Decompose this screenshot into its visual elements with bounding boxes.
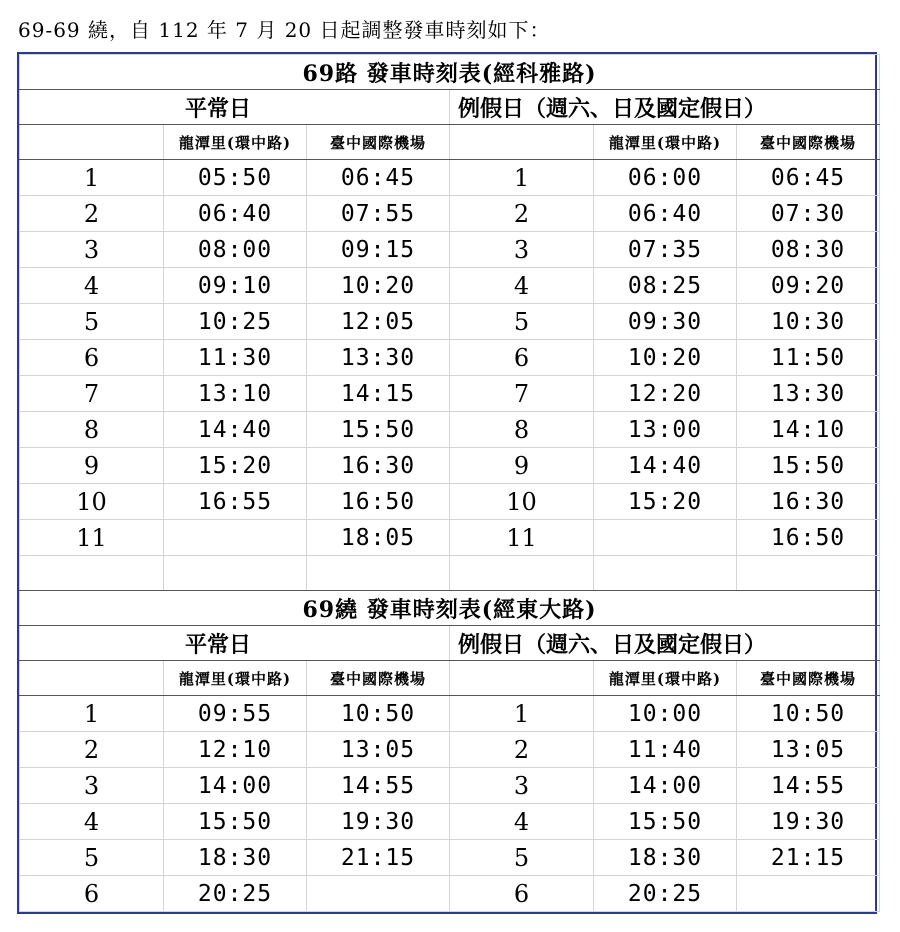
holiday-depart-airport: 14:10 [737,412,880,448]
holiday-depart-longtan: 06:00 [594,160,737,196]
holiday-depart-longtan: 08:25 [594,268,737,304]
holiday-trip-number: 7 [450,376,594,412]
weekday-depart-longtan: 18:30 [164,840,307,876]
weekday-from-header: 龍潭里(環中路) [164,125,307,160]
holiday-number-header [450,125,594,160]
table-title-row [20,591,880,626]
holiday-depart-airport: 08:30 [737,232,880,268]
table-row [20,160,880,196]
weekday-trip-number: 1 [20,160,164,196]
weekday-trip-number: 4 [20,268,164,304]
table-row [20,268,880,304]
holiday-depart-airport: 19:30 [737,804,880,840]
holiday-depart-airport: 10:30 [737,304,880,340]
table-row [20,840,880,876]
holiday-from-header: 龍潭里(環中路) [594,125,737,160]
day-type-row [20,90,880,125]
holiday-depart-airport: 11:50 [737,340,880,376]
weekday-depart-airport: 06:45 [307,160,450,196]
weekday-depart-airport: 21:15 [307,840,450,876]
weekday-depart-longtan: 15:50 [164,804,307,840]
weekday-to-header: 臺中國際機場 [307,661,450,696]
holiday-to-header: 臺中國際機場 [737,661,880,696]
holiday-depart-longtan: 13:00 [594,412,737,448]
weekday-depart-airport: 16:50 [307,484,450,520]
weekday-depart-longtan: 11:30 [164,340,307,376]
weekday-trip-number: 6 [20,340,164,376]
holiday-depart-airport: 10:50 [737,696,880,732]
weekday-depart-longtan: 05:50 [164,160,307,196]
weekday-to-header: 臺中國際機場 [307,125,450,160]
holiday-depart-longtan: 09:30 [594,304,737,340]
weekday-depart-airport: 10:20 [307,268,450,304]
holiday-number-header [450,661,594,696]
table-row [20,484,880,520]
notice-text: 69-69 繞，自 112 年 7 月 20 日起調整發車時刻如下： [18,18,551,42]
holiday-depart-longtan: 10:00 [594,696,737,732]
weekday-depart-longtan: 13:10 [164,376,307,412]
holiday-to-header: 臺中國際機場 [737,125,880,160]
spacer-cell [450,556,594,591]
holiday-trip-number: 4 [450,268,594,304]
weekday-depart-airport: 13:05 [307,732,450,768]
timetable-title: 69路 發車時刻表(經科雅路) [20,55,880,90]
table-row [20,732,880,768]
holiday-trip-number: 2 [450,732,594,768]
holiday-trip-number: 9 [450,448,594,484]
holiday-depart-airport: 14:55 [737,768,880,804]
holiday-depart-airport: 15:50 [737,448,880,484]
weekday-depart-airport: 19:30 [307,804,450,840]
holiday-depart-airport: 16:50 [737,520,880,556]
holiday-trip-number: 6 [450,340,594,376]
spacer-row [20,556,880,591]
holiday-depart-longtan: 18:30 [594,840,737,876]
timetable-sheet [17,52,877,914]
weekday-depart-airport: 14:55 [307,768,450,804]
weekday-trip-number: 3 [20,232,164,268]
table-row [20,768,880,804]
column-header-row [20,661,880,696]
table-row [20,376,880,412]
table-row [20,520,880,556]
weekday-number-header [20,661,164,696]
holiday-trip-number: 3 [450,232,594,268]
holiday-depart-longtan: 10:20 [594,340,737,376]
weekday-depart-longtan: 10:25 [164,304,307,340]
holiday-from-header: 龍潭里(環中路) [594,661,737,696]
weekday-depart-longtan: 09:10 [164,268,307,304]
weekday-depart-airport: 15:50 [307,412,450,448]
holiday-depart-longtan: 07:35 [594,232,737,268]
weekday-depart-airport: 13:30 [307,340,450,376]
holiday-depart-longtan: 14:40 [594,448,737,484]
weekday-depart-longtan: 06:40 [164,196,307,232]
weekday-depart-airport [307,876,450,912]
holiday-depart-airport: 06:45 [737,160,880,196]
holiday-trip-number: 8 [450,412,594,448]
table-title-row [20,55,880,90]
holiday-depart-longtan: 14:00 [594,768,737,804]
weekday-depart-longtan: 14:40 [164,412,307,448]
holiday-trip-number: 6 [450,876,594,912]
weekday-trip-number: 6 [20,876,164,912]
table-row [20,304,880,340]
table-row [20,196,880,232]
weekday-trip-number: 5 [20,304,164,340]
weekday-depart-airport: 09:15 [307,232,450,268]
spacer-cell [594,556,737,591]
holiday-trip-number: 11 [450,520,594,556]
holiday-trip-number: 1 [450,696,594,732]
weekday-trip-number: 1 [20,696,164,732]
holiday-trip-number: 3 [450,768,594,804]
weekday-depart-longtan: 16:55 [164,484,307,520]
table-row [20,876,880,912]
weekday-number-header [20,125,164,160]
weekday-depart-airport: 12:05 [307,304,450,340]
weekday-trip-number: 8 [20,412,164,448]
spacer-cell [164,556,307,591]
weekday-trip-number: 9 [20,448,164,484]
table-row [20,412,880,448]
table-row [20,804,880,840]
weekday-depart-longtan: 12:10 [164,732,307,768]
spacer-cell [20,556,164,591]
table-row [20,232,880,268]
weekday-trip-number: 4 [20,804,164,840]
holiday-depart-airport: 21:15 [737,840,880,876]
holiday-depart-longtan: 15:20 [594,484,737,520]
weekday-depart-longtan [164,520,307,556]
weekday-trip-number: 11 [20,520,164,556]
holiday-depart-longtan: 11:40 [594,732,737,768]
weekday-from-header: 龍潭里(環中路) [164,661,307,696]
weekday-trip-number: 10 [20,484,164,520]
holiday-depart-airport [737,876,880,912]
holiday-depart-airport: 13:30 [737,376,880,412]
weekday-trip-number: 2 [20,732,164,768]
holiday-depart-longtan [594,520,737,556]
holiday-depart-longtan: 20:25 [594,876,737,912]
table-row [20,448,880,484]
holiday-trip-number: 2 [450,196,594,232]
holiday-trip-number: 10 [450,484,594,520]
weekday-depart-longtan: 09:55 [164,696,307,732]
holiday-depart-airport: 07:30 [737,196,880,232]
holiday-heading: 例假日（週六、日及國定假日） [450,90,880,125]
weekday-depart-airport: 18:05 [307,520,450,556]
weekday-depart-airport: 10:50 [307,696,450,732]
table-row [20,696,880,732]
weekday-depart-airport: 14:15 [307,376,450,412]
weekday-depart-longtan: 15:20 [164,448,307,484]
holiday-trip-number: 5 [450,840,594,876]
spacer-cell [307,556,450,591]
holiday-depart-longtan: 15:50 [594,804,737,840]
weekday-trip-number: 2 [20,196,164,232]
spacer-cell [737,556,880,591]
holiday-depart-longtan: 12:20 [594,376,737,412]
holiday-heading: 例假日（週六、日及國定假日） [450,626,880,661]
weekday-depart-longtan: 14:00 [164,768,307,804]
holiday-trip-number: 1 [450,160,594,196]
holiday-trip-number: 5 [450,304,594,340]
weekday-trip-number: 5 [20,840,164,876]
day-type-row [20,626,880,661]
holiday-depart-longtan: 06:40 [594,196,737,232]
weekday-trip-number: 7 [20,376,164,412]
weekday-depart-longtan: 20:25 [164,876,307,912]
weekday-heading: 平常日 [20,626,450,661]
weekday-heading: 平常日 [20,90,450,125]
holiday-depart-airport: 13:05 [737,732,880,768]
weekday-depart-airport: 07:55 [307,196,450,232]
weekday-depart-airport: 16:30 [307,448,450,484]
timetable-title: 69繞 發車時刻表(經東大路) [20,591,880,626]
holiday-depart-airport: 16:30 [737,484,880,520]
weekday-trip-number: 3 [20,768,164,804]
timetable-grid [19,54,880,912]
holiday-depart-airport: 09:20 [737,268,880,304]
column-header-row [20,125,880,160]
holiday-trip-number: 4 [450,804,594,840]
weekday-depart-longtan: 08:00 [164,232,307,268]
table-row [20,340,880,376]
